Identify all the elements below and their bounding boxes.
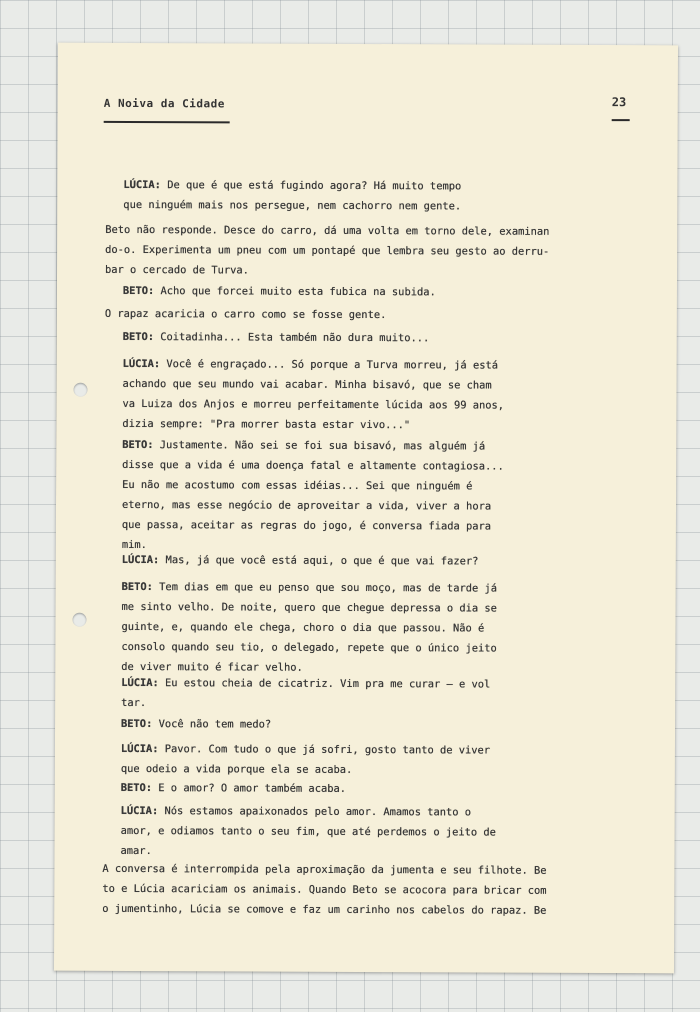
text-line: A conversa é interrompida pela aproximação da jumenta e seu filhote. Be xyxy=(102,862,547,877)
text-line: guinte, e, quando ele chega, choro o dia que passou. Não é xyxy=(121,620,485,635)
text-line: LÚCIA: Mas, já que você está aqui, o que é que vai fazer? xyxy=(121,553,479,568)
dialogue-lucia xyxy=(121,673,633,715)
dialogue-lucia xyxy=(121,739,633,781)
dialogue-beto xyxy=(121,577,633,679)
text-line: amar. xyxy=(120,844,152,858)
script-body xyxy=(54,43,678,974)
dialogue-beto xyxy=(122,435,635,557)
text-line: consolo quando seu tio, o delegado, repete que o único jeito xyxy=(121,640,497,655)
text-line: me sinto velho. De noite, quero que chegue depressa o dia se xyxy=(121,600,497,615)
text-line: eterno, mas esse negócio de aproveitar a vida, viver a hora xyxy=(121,498,492,513)
stage-direction xyxy=(102,859,632,921)
text-line: BETO: Tem dias em que eu penso que sou moço, mas de tarde já xyxy=(121,580,498,595)
text-line: que odeio a vida porque ela se acaba. xyxy=(120,762,353,776)
dialogue-lucia xyxy=(123,175,635,217)
speaker-name: BETO: xyxy=(122,284,155,298)
stage-direction xyxy=(105,304,635,326)
text-line: BETO: Você não tem medo? xyxy=(121,717,272,731)
text-line: LÚCIA: De que é que está fugindo agora? Há muito tempo xyxy=(123,178,462,193)
text-line: bar o cercado de Turva. xyxy=(105,263,249,277)
dialogue-beto xyxy=(123,281,635,303)
speaker-name: BETO: xyxy=(122,438,154,452)
speaker-name: LÚCIA: xyxy=(121,553,160,567)
text-line: achando que seu mundo vai acabar. Minha bisavó, que se cham xyxy=(122,377,492,392)
speaker-name: LÚCIA: xyxy=(123,178,161,192)
text-line: disse que a vida é uma doença fatal e altamente contagiosa... xyxy=(122,458,504,473)
page-number: 23 xyxy=(611,95,627,110)
stage-direction xyxy=(105,220,635,282)
document-title: A Noiva da Cidade xyxy=(103,96,225,111)
dialogue-beto xyxy=(121,714,633,736)
text-line: BETO: Justamente. Não sei se foi sua bisavó, mas alguém já xyxy=(122,438,486,453)
text-line: LÚCIA: Eu estou cheia de cicatriz. Vim pra me curar — e vol xyxy=(121,676,491,691)
speaker-name: LÚCIA: xyxy=(120,742,159,756)
text-line: que ninguém mais nos persegue, nem cachorro nem gente. xyxy=(123,198,462,213)
text-line: O rapaz acaricia o carro como se fosse gente. xyxy=(104,307,387,322)
text-line: Beto não responde. Desce do carro, dá uma volta em torno dele, examinan xyxy=(105,223,550,238)
text-line: va Luiza dos Anjos e morreu perfeitamente lúcida aos 99 anos, xyxy=(122,397,505,412)
text-line: do-o. Experimenta um pneu com um pontapé que lembra seu gesto ao derru- xyxy=(105,243,550,258)
text-line: LÚCIA: Nós estamos apaixonados pelo amor. Amamos tanto o xyxy=(120,804,472,819)
speaker-name: LÚCIA: xyxy=(120,804,159,818)
dialogue-lucia xyxy=(122,550,634,572)
speaker-name: LÚCIA: xyxy=(122,357,161,371)
text-line: tar. xyxy=(121,696,147,710)
speaker-name: BETO: xyxy=(121,717,153,731)
text-line: LÚCIA: Você é engraçado... Só porque a Turva morreu, já está xyxy=(122,357,499,372)
speaker-name: BETO: xyxy=(120,781,153,795)
speaker-name: BETO: xyxy=(122,330,155,344)
text-line: BETO: Coitadinha... Esta também não dura muito... xyxy=(122,330,430,345)
text-line: Eu não me acostumo com essas idéias... Sei que ninguém é xyxy=(122,478,473,493)
text-line: amor, e odiamos tanto o seu fim, que até perdemos o jeito de xyxy=(120,824,496,839)
text-line: mim. xyxy=(121,538,147,552)
text-line: de viver muito é ficar velho. xyxy=(121,660,303,674)
typed-page xyxy=(54,43,678,974)
text-line: que passa, aceitar as regras do jogo, é conversa fiada para xyxy=(121,518,492,533)
text-line: BETO: E o amor? O amor também acaba. xyxy=(120,781,347,795)
text-line: LÚCIA: Pavor. Com tudo o que já sofri, gosto tanto de viver xyxy=(120,742,491,757)
text-line: o jumentinho, Lúcia se comove e faz um carinho nos cabelos do rapaz. Be xyxy=(102,902,547,917)
text-line: to e Lúcia acariciam os animais. Quando Beto se acocora para bricar com xyxy=(102,882,547,897)
dialogue-beto xyxy=(123,327,635,349)
dialogue-lucia xyxy=(120,801,632,863)
speaker-name: LÚCIA: xyxy=(121,676,159,690)
text-line: BETO: Acho que forcei muito esta fubica na subida. xyxy=(122,284,436,299)
text-line: dizia sempre: "Pra morrer basta estar vivo..." xyxy=(122,417,411,432)
dialogue-lucia xyxy=(122,354,634,436)
speaker-name: BETO: xyxy=(121,580,153,594)
dialogue-beto xyxy=(121,778,633,800)
